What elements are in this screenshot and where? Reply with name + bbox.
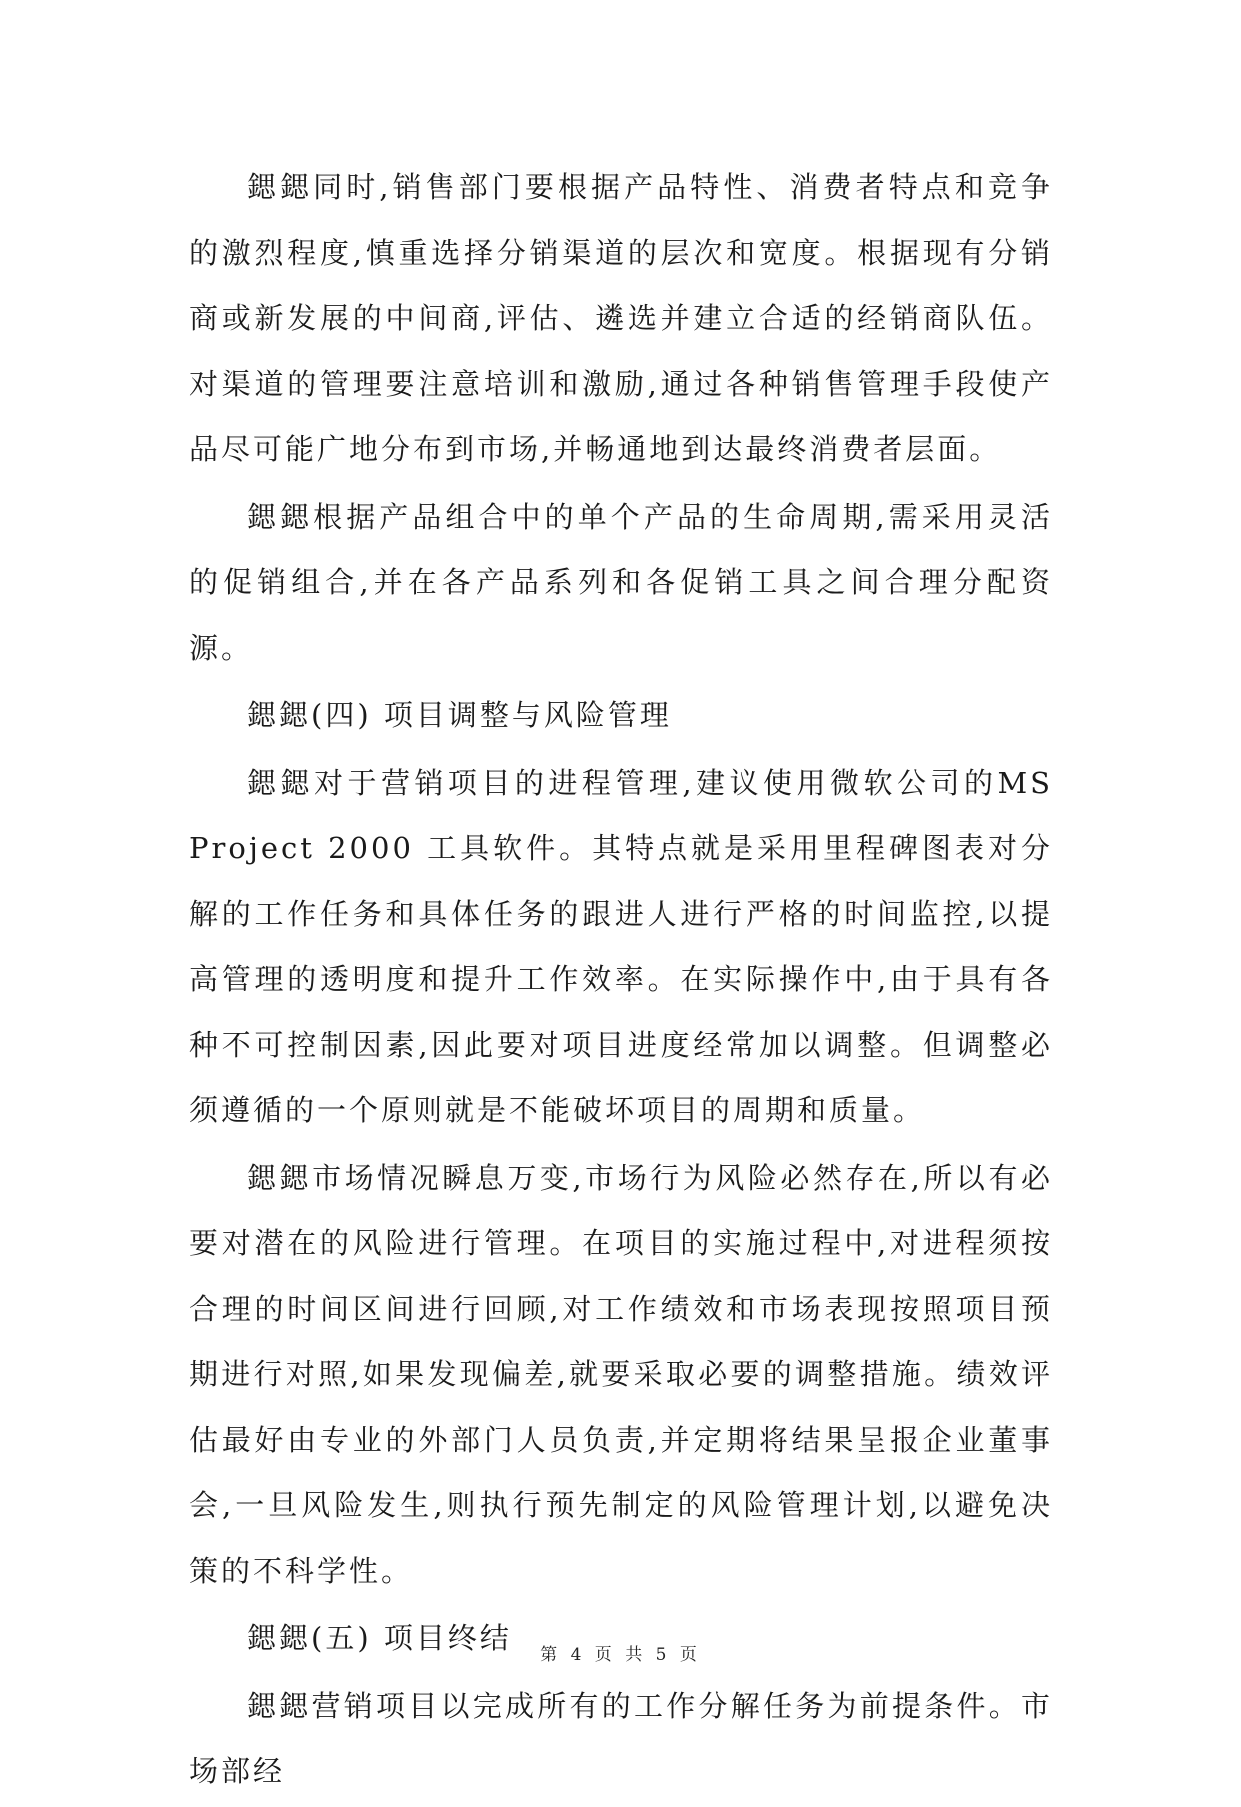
section-heading-project-closure: 鍶鍶(五) 项目终结	[247, 1621, 512, 1655]
paragraph-promotion-mix: 鍶鍶根据产品组合中的单个产品的生命周期,需采用灵活的促销组合,并在各产品系列和各促销工具之间合理分配资源。	[189, 499, 1053, 665]
document-body	[189, 155, 1066, 1807]
paragraph-project-closure: 鍶鍶营销项目以完成所有的工作分解任务为前提条件。市场部经	[189, 1688, 1053, 1788]
paragraph-distribution-channels: 鍶鍶同时,销售部门要根据产品特性、消费者特点和竞争的激烈程度,慎重选择分销渠道的层次和宽度。根据现有分销商或新发展的中间商,评估、遴选并建立合适的经销商队伍。对渠道的管理要注意培训和激励,通过各种销售管理手段使产品尽可能广地分布到市场,并畅通地到达最终消费者层面。	[189, 170, 1053, 466]
section-heading-project-adjustment: 鍶鍶(四) 项目调整与风险管理	[247, 698, 672, 732]
paragraph-ms-project: 鍶鍶对于营销项目的进程管理,建议使用微软公司的MS Project 2000 工具软件。其特点就是采用里程碑图表对分解的工作任务和具体任务的跟进人进行严格的时间监控,以提高管理的透明度和提升工作效率。在实际操作中,由于具有各种不可控制因素,因此要对项目进度经常加以调整。但调整必须遵循的一个原则就是不能破坏项目的周期和质量。	[189, 765, 1066, 1127]
paragraph-risk-management: 鍶鍶市场情况瞬息万变,市场行为风险必然存在,所以有必要对潜在的风险进行管理。在项目的实施过程中,对进程须按合理的时间区间进行回顾,对工作绩效和市场表现按照项目预期进行对照,如果发现偏差,就要采取必要的调整措施。绩效评估最好由专业的外部门人员负责,并定期将结果呈报企业董事会,一旦风险发生,则执行预先制定的风险管理计划,以避免决策的不科学性。	[189, 1160, 1053, 1588]
page-number-footer: 第 4 页 共 5 页	[540, 1645, 701, 1665]
